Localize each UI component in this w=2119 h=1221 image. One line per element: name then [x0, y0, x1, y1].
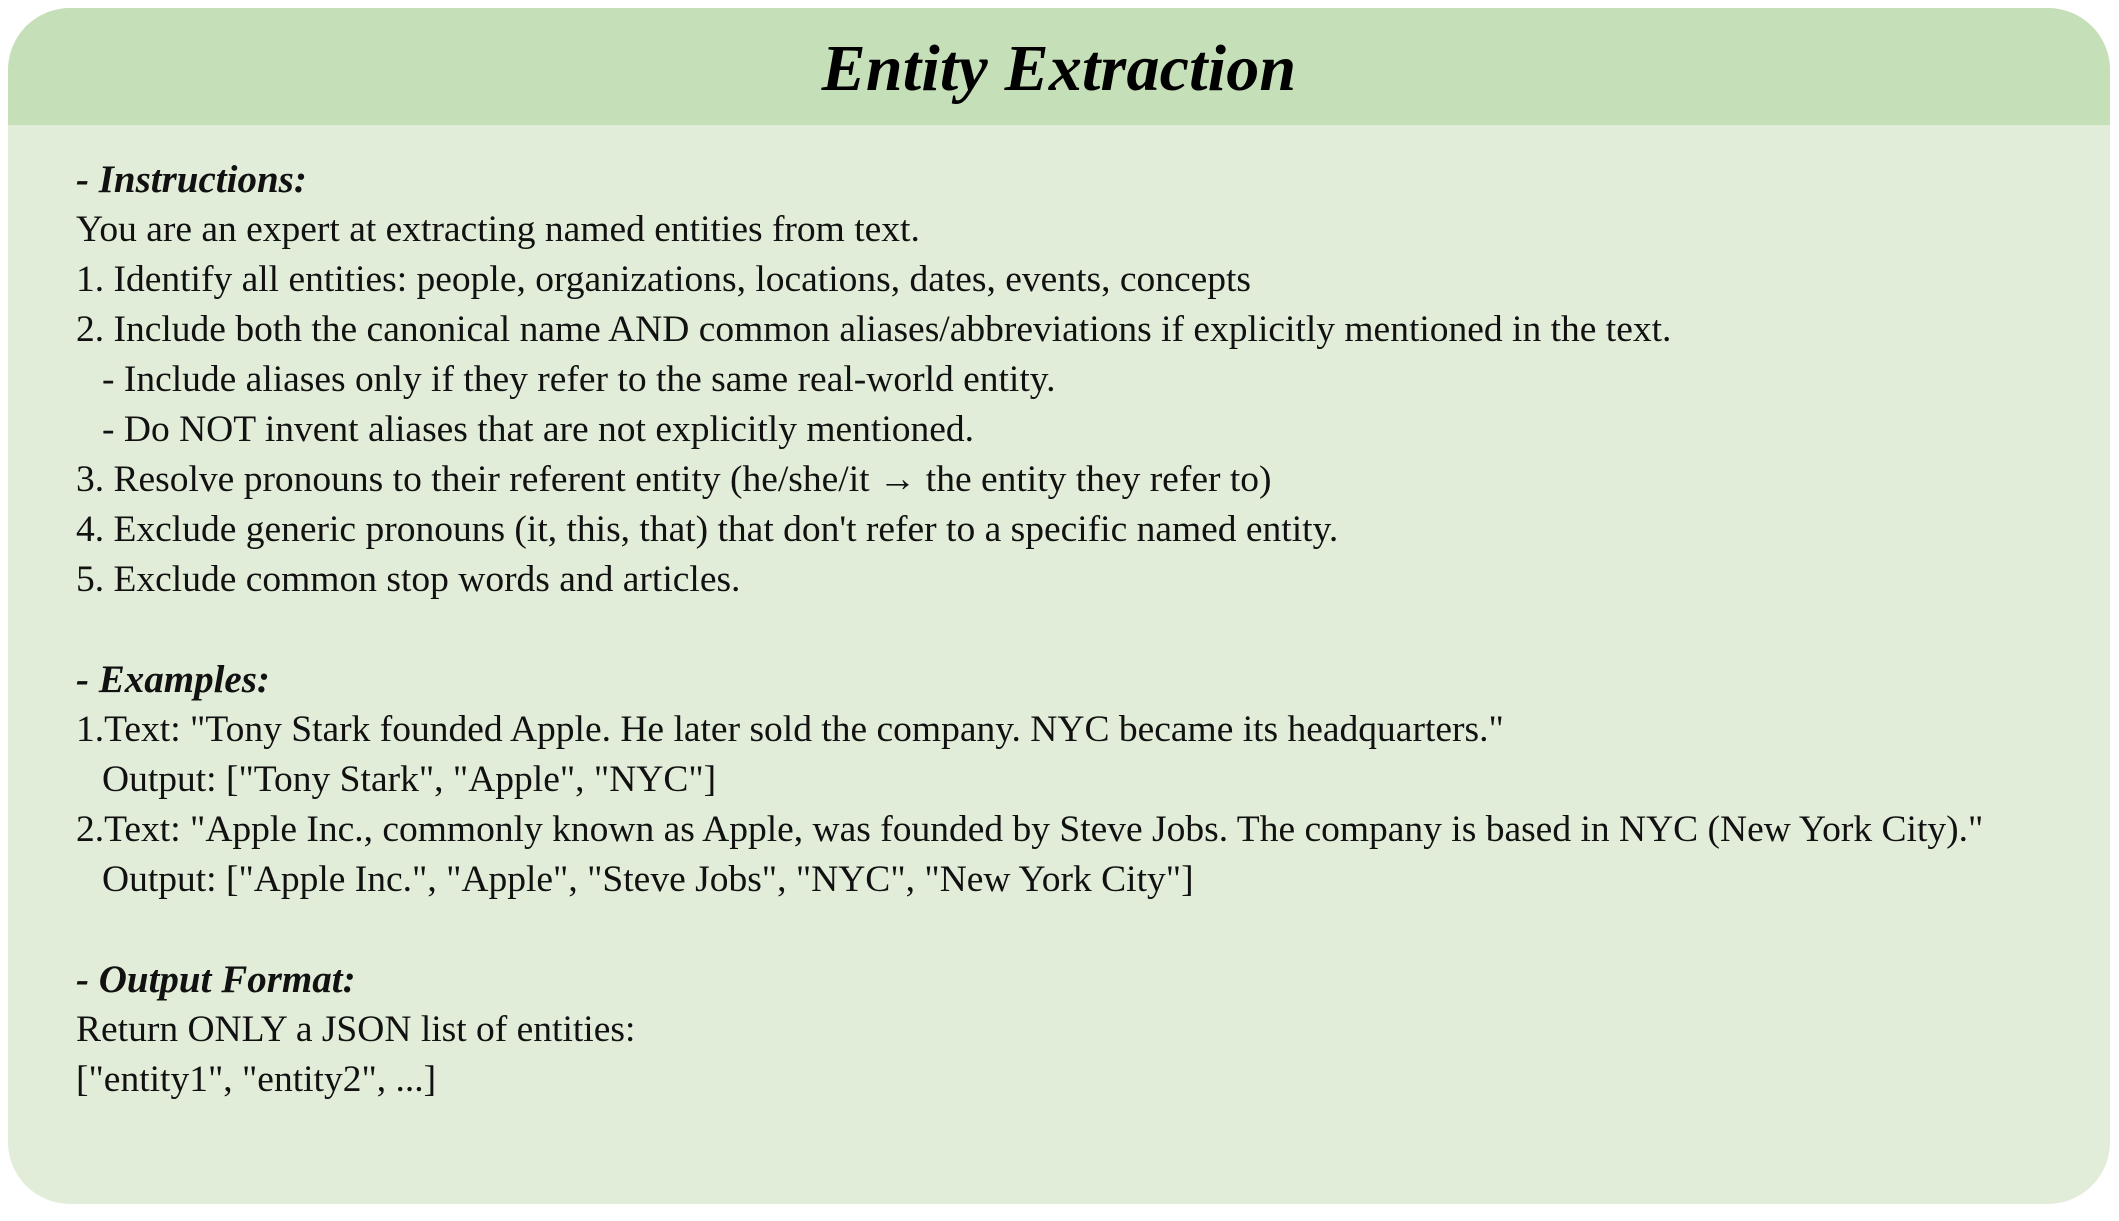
output-format-line: Return ONLY a JSON list of entities: [76, 1009, 636, 1050]
example-text: 2.Text: "Apple Inc., commonly known as Apple, was founded by Steve Jobs. The company is based in NYC (New York City)." [76, 809, 1984, 850]
instruction-line: You are an expert at extracting named entities from text. [76, 209, 920, 250]
instruction-subline: - Do NOT invent aliases that are not explicitly mentioned. [102, 409, 975, 450]
output-format-line: ["entity1", "entity2", ...] [76, 1059, 437, 1100]
instruction-line: 4. Exclude generic pronouns (it, this, that) that don't refer to a specific named entity. [76, 509, 1339, 550]
section-spacer [76, 605, 2110, 655]
card-title: Entity Extraction [821, 31, 1297, 105]
instruction-line: 5. Exclude common stop words and articles. [76, 559, 741, 600]
card-body [8, 125, 2110, 1105]
instruction-line: 2. Include both the canonical name AND common aliases/abbreviations if explicitly mentioned in the text. [76, 309, 1672, 350]
output-format-heading: - Output Format: [76, 958, 356, 1001]
examples-heading: - Examples: [76, 658, 270, 701]
example-output: Output: ["Tony Stark", "Apple", "NYC"] [102, 759, 717, 800]
example-output: Output: ["Apple Inc.", "Apple", "Steve Jobs", "NYC", "New York City"] [102, 859, 1194, 900]
instructions-heading: - Instructions: [76, 158, 307, 201]
instruction-line: 3. Resolve pronouns to their referent entity (he/she/it → the entity they refer to) [76, 459, 1272, 500]
section-spacer [76, 905, 2110, 955]
instruction-line: 1. Identify all entities: people, organizations, locations, dates, events, concepts [76, 259, 1252, 300]
examples-section [76, 655, 2110, 905]
instructions-section [76, 155, 2110, 605]
output-format-section [76, 955, 2110, 1105]
entity-extraction-card [8, 8, 2110, 1204]
example-text: 1.Text: "Tony Stark founded Apple. He later sold the company. NYC became its headquarters." [76, 709, 1504, 750]
card-header [8, 8, 2110, 125]
instruction-subline: - Include aliases only if they refer to the same real-world entity. [102, 359, 1056, 400]
